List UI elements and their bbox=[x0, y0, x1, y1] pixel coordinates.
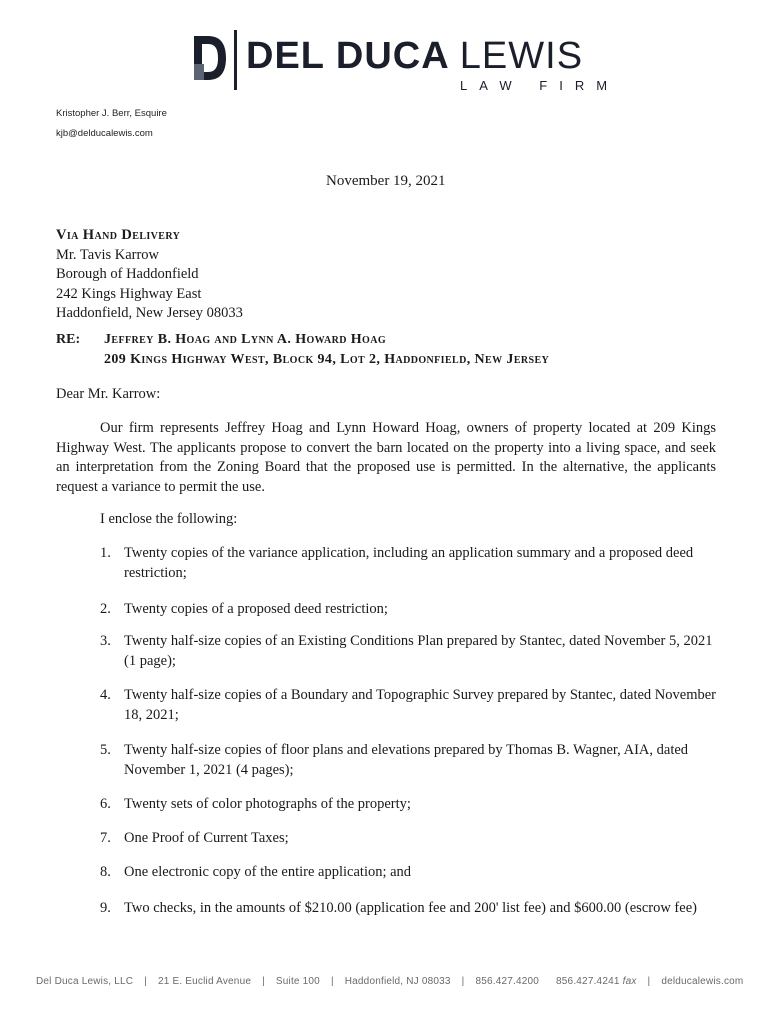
list-item-text: One Proof of Current Taxes; bbox=[124, 830, 289, 846]
list-item bbox=[100, 795, 720, 815]
d-monogram-icon bbox=[192, 34, 228, 82]
re-subject bbox=[104, 330, 549, 370]
list-item bbox=[100, 686, 720, 725]
list-item-number: 5. bbox=[100, 742, 111, 758]
recipient-street: 242 Kings Highway East bbox=[56, 285, 202, 302]
list-item-number: 6. bbox=[100, 796, 111, 812]
list-item-text: Twenty half-size copies of an Existing Conditions Plan prepared by Stantec, dated November 5, 2021 (1 page); bbox=[124, 633, 713, 669]
list-item-number: 8. bbox=[100, 864, 111, 880]
author-email: kjb@delducalewis.com bbox=[56, 128, 153, 139]
re-label: RE: bbox=[56, 332, 81, 347]
firm-logo bbox=[192, 30, 620, 94]
list-item-number: 9. bbox=[100, 900, 111, 916]
list-item-number: 3. bbox=[100, 633, 111, 649]
footer-fax: 856.427.4241 bbox=[556, 976, 620, 987]
author-block bbox=[56, 104, 167, 144]
recipient-org: Borough of Haddonfield bbox=[56, 266, 199, 282]
list-item bbox=[100, 741, 720, 780]
footer-firm: Del Duca Lewis, LLC bbox=[36, 976, 134, 987]
firm-subtitle: LAW FIRM bbox=[460, 78, 620, 93]
footer-street: 21 E. Euclid Avenue bbox=[157, 976, 252, 987]
re-subject-line1: Jeffrey B. Hoag and Lynn A. Howard Hoag bbox=[104, 332, 387, 347]
firm-name-bold: DEL DUCA bbox=[246, 35, 449, 77]
recipient-city: Haddonfield, New Jersey 08033 bbox=[56, 305, 243, 321]
recipient-name: Mr. Tavis Karrow bbox=[56, 246, 160, 263]
recipient-address bbox=[56, 226, 243, 324]
footer-separator: | bbox=[144, 976, 147, 987]
list-item bbox=[100, 600, 720, 620]
author-name: Kristopher J. Berr, Esquire bbox=[56, 108, 167, 119]
intro-paragraph: Our firm represents Jeffrey Hoag and Lynn Howard Hoag, owners of property located at 209 Kings Highway West. The applicants propose to convert the barn located on the property into a living space, and seek an interpretation from the Zoning Board that the proposed use is permitted. In the alternative, the applicants request a variance to permit the use. bbox=[56, 420, 716, 495]
footer-separator: | bbox=[262, 976, 265, 987]
list-item-text: Twenty half-size copies of a Boundary and Topographic Survey prepared by Stantec, dated November 18, 2021; bbox=[124, 687, 717, 723]
letterhead-footer bbox=[36, 976, 744, 987]
list-item bbox=[100, 899, 720, 919]
list-item-text: Twenty sets of color photographs of the property; bbox=[124, 796, 411, 812]
list-item-number: 2. bbox=[100, 601, 111, 617]
list-item-text: Twenty copies of a proposed deed restriction; bbox=[124, 601, 388, 617]
footer-separator: | bbox=[330, 976, 334, 987]
letter-date: November 19, 2021 bbox=[326, 173, 446, 189]
footer-suite: Suite 100 bbox=[275, 976, 320, 987]
logo-divider bbox=[234, 30, 237, 90]
enclose-line: I enclose the following: bbox=[100, 511, 238, 527]
footer-separator: | bbox=[461, 976, 465, 987]
re-subject-line2: 209 Kings Highway West, Block 94, Lot 2, Haddonfield, New Jersey bbox=[104, 352, 550, 367]
list-item bbox=[100, 544, 720, 583]
footer-website: delducalewis.com bbox=[661, 976, 744, 987]
list-item bbox=[100, 632, 720, 671]
list-item bbox=[100, 863, 720, 883]
list-item-text: One electronic copy of the entire application; and bbox=[124, 864, 412, 880]
delivery-method: Via Hand Delivery bbox=[56, 227, 181, 243]
list-item-number: 4. bbox=[100, 687, 111, 703]
footer-separator: | bbox=[647, 976, 651, 987]
footer-phone: 856.427.4200 bbox=[475, 976, 540, 987]
list-item-number: 7. bbox=[100, 830, 111, 846]
list-item-number: 1. bbox=[100, 545, 111, 561]
list-item bbox=[100, 829, 720, 849]
firm-name-light: LEWIS bbox=[459, 35, 584, 77]
list-item-text: Twenty half-size copies of floor plans and elevations prepared by Thomas B. Wagner, AIA, dated November 1, 2021 (4 pages); bbox=[124, 742, 689, 778]
list-item-text: Two checks, in the amounts of $210.00 (application fee and 200' list fee) and $600.00 (escrow fee) bbox=[124, 900, 697, 916]
firm-name bbox=[246, 36, 583, 76]
footer-fax-label: fax bbox=[622, 976, 637, 987]
salutation: Dear Mr. Karrow: bbox=[56, 386, 161, 402]
footer-city: Haddonfield, NJ 08033 bbox=[344, 976, 451, 987]
list-item-text: Twenty copies of the variance application, including an application summary and a proposed deed restriction; bbox=[124, 545, 694, 581]
